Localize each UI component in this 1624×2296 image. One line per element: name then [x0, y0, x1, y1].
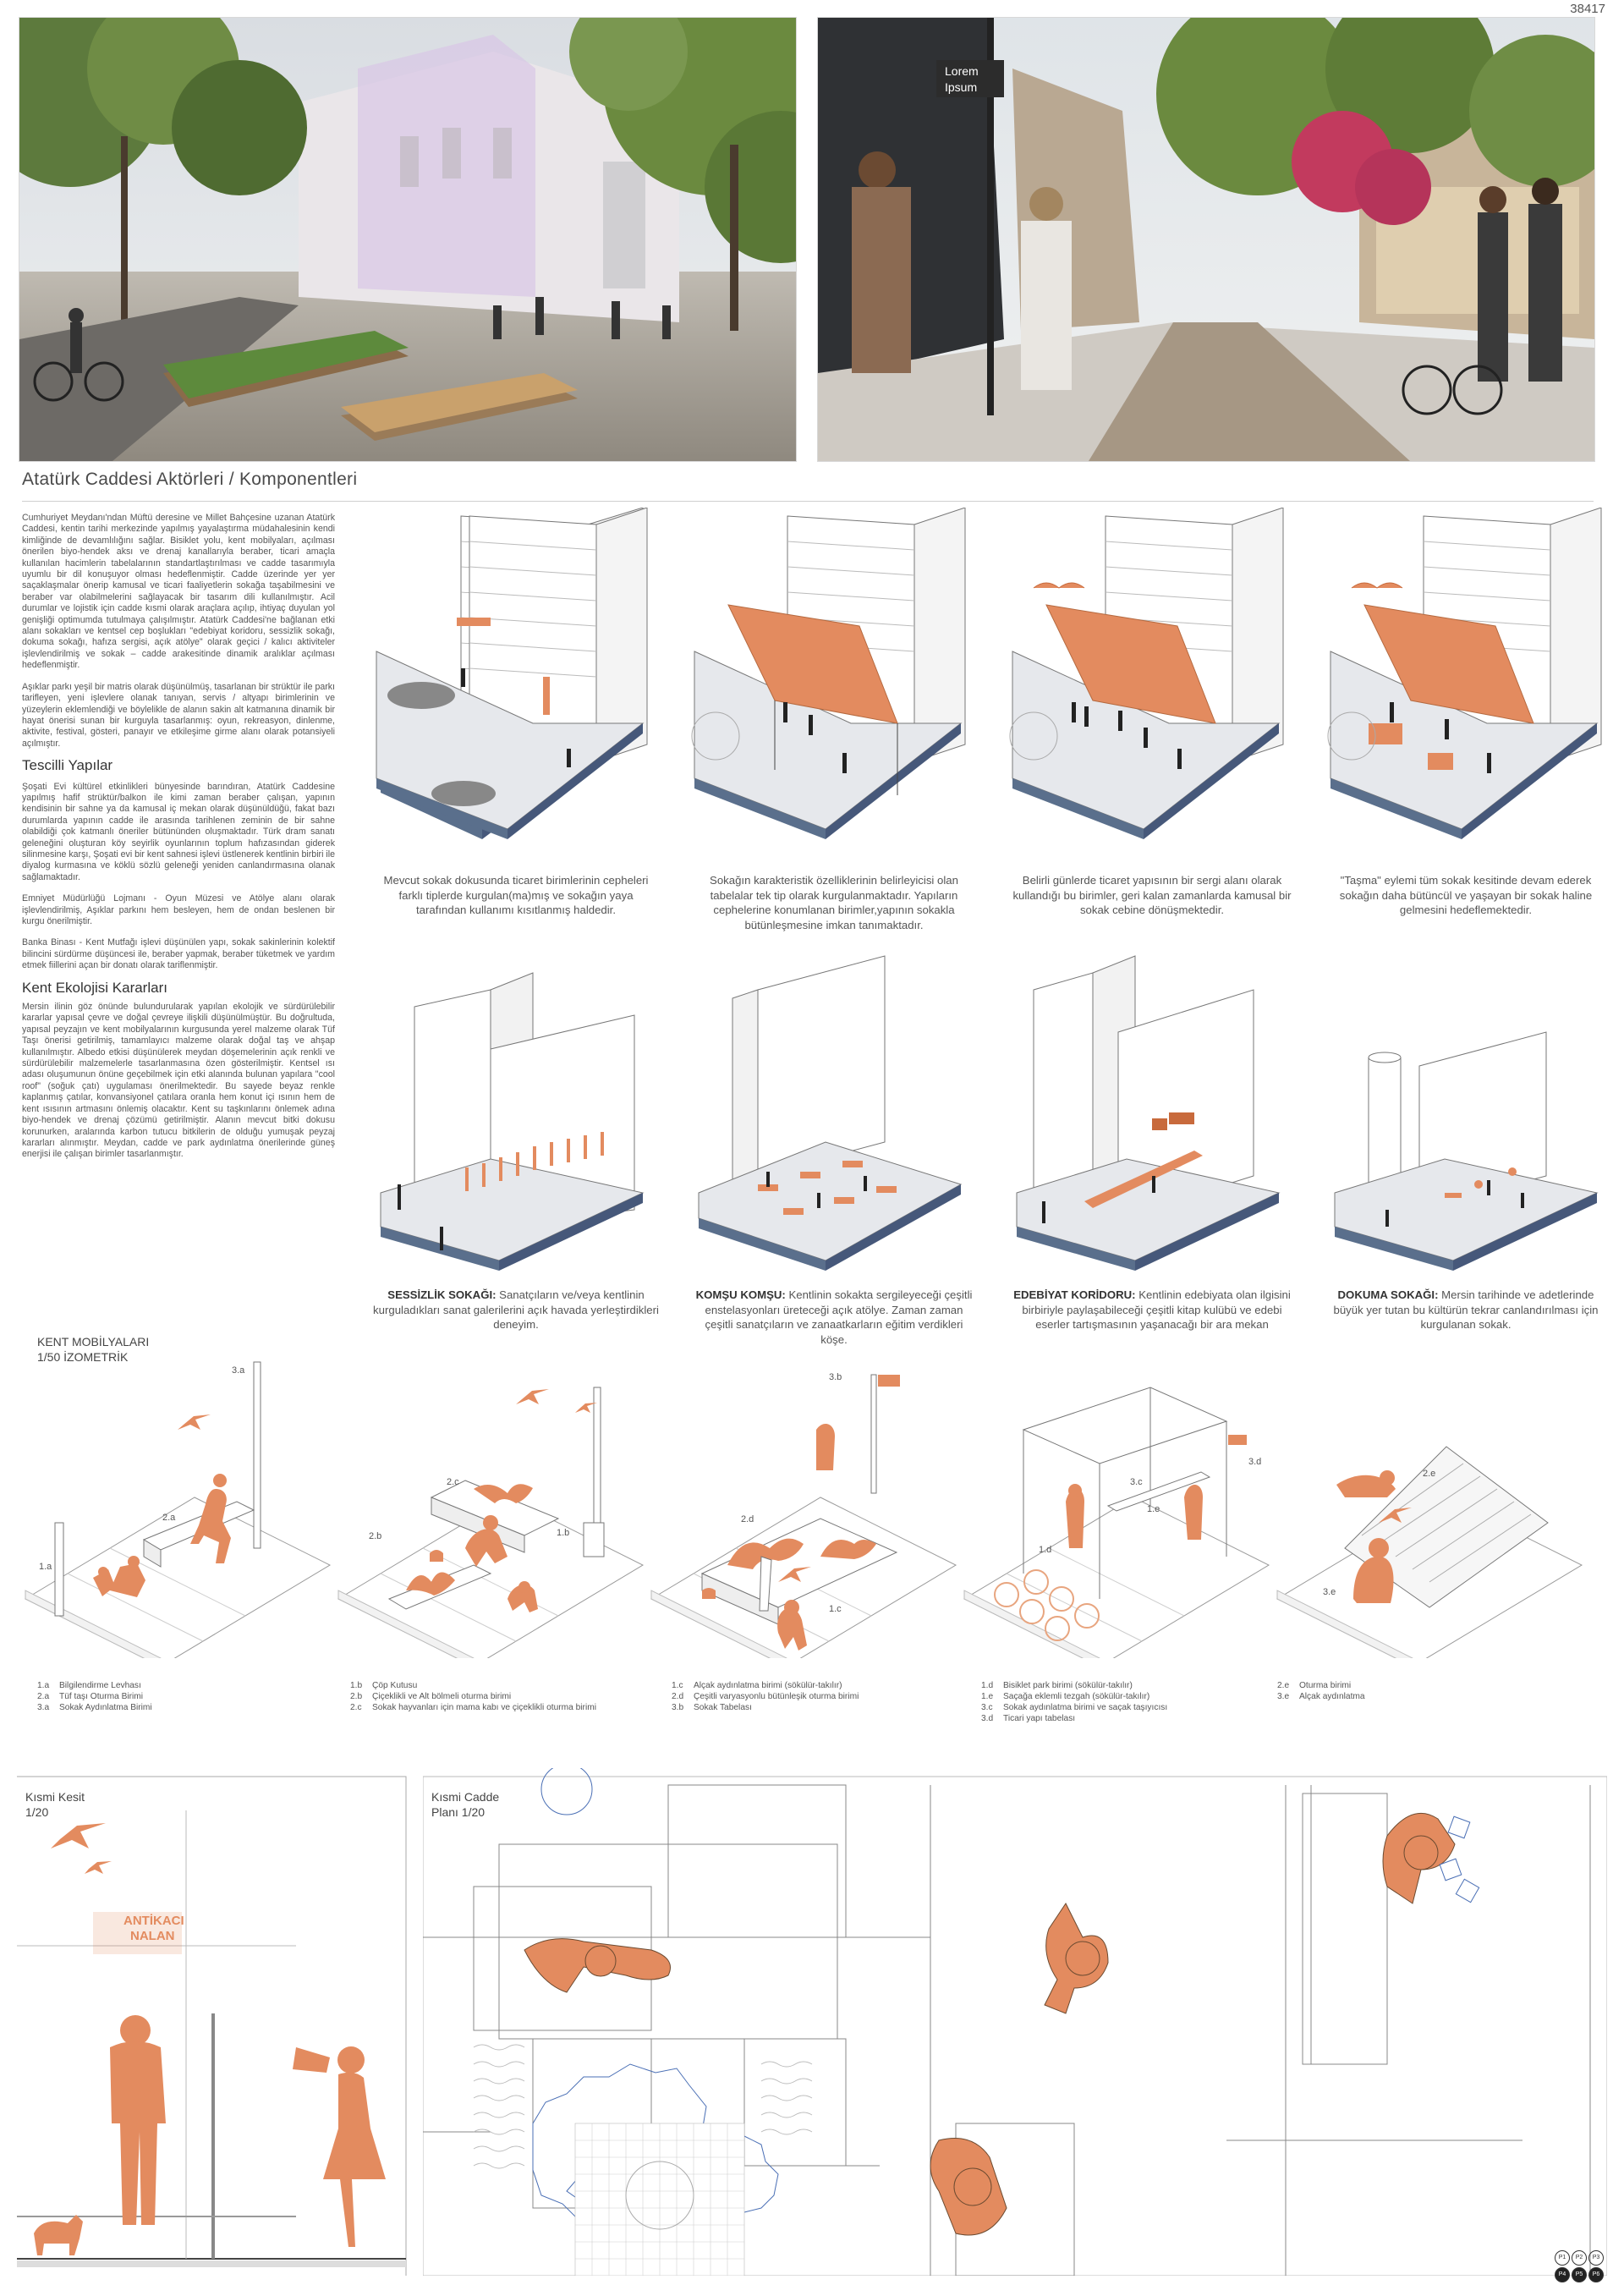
tescilli-paragraph-3: Banka Binası - Kent Mutfağı işlevi düşünülen yapı, sokak sakinlerinin kolektif bilincini sürdürme düşüncesi ile, beraber yapmak, beraber tüketmek ve yardım etmek fiillerini açan bir donatı olarak tariflenmiştir.: [22, 937, 335, 971]
furniture-panel-1: [25, 1362, 330, 1658]
label-2b: 2.b: [369, 1531, 382, 1541]
page-badges: [1555, 2250, 1605, 2282]
ekoloji-paragraph-1: Mersin ilinin göz önünde bulundurularak yapılan ekolojik ve sürdürülebilir kararlar yapısal çevre ve doğal çevreye ilişkili düşünülmüştür. Bu doğrultuda, yapısal peyzajın ve kent mobilyalarının kurgusunda yerel malzeme olarak Tüf Taşı önerisi getirilmiş, tamamlayıcı malzeme olarak doğal taş ve ahşap kullanılmıştır. Albedo etkisi düşünülerek meydan döşemelerinin açık renkli ve sürdürülebilir malzemelerle tasarlanmasına özen gösterilmiştir. Kentsel ısı adası oluşumunun önüne geçebilmek için etki alanında bulunan yapılara "cool roof" (soğuk çatı) uygulaması önerilmektedir. Bu sayede beyaz renkle kaplanmış çatılar, konvansiyonel çatılara oranla hem konut içi ısının hem de kent ısısının artmasını önlemiş olacaktır. Kent su taşkınlarını önlemek adına biyo-hendek ve drenaj çözümü getirilmiştir. Alanın mevcut bitki dokusu korunurken, aralarında karbon tutucu bitkilerin de olduğu yumuşak peyzaj kararları alınmıştır. Meydan, cadde ve park aydınlatma önerilerinde güneş enerjisi ile çalışan birimler tasarlanmıştır.: [22, 1002, 335, 1160]
furniture-panel-3: [651, 1375, 956, 1658]
diagram-edebiyat-koridoru: [1017, 956, 1279, 1271]
street-render-right: [817, 17, 1595, 462]
label-1c: 1.c: [829, 1604, 842, 1614]
plan-title: Kısmi Cadde: [431, 1790, 500, 1804]
row1-diagrams: [364, 508, 1607, 863]
caption-edebiyat: [1008, 1288, 1296, 1332]
row2-diagrams: [364, 939, 1607, 1277]
caption-dokuma-title: DOKUMA SOKAĞI:: [1337, 1288, 1439, 1301]
legend-value: Alçak aydınlatma: [1299, 1692, 1365, 1701]
tescilli-paragraph-1: Şoşati Evi kültürel etkinlikleri bünyesinde barındıran, Atatürk Caddesine yapılmış hafif strüktür/balkon ile kimi zaman beraber çalışan, yapının kendisinin bir sahne ya da kamusal iç mekan olarak düşünüldüğü, fakat bazı durumlarda yapının cadde ile arasında tarihlenen zeminin de bir sahne olabildiği çok katmanlı öneriler bütününden oluşmaktadır. Türk dram sanatı geleneğini oluşturan köy seyirlik oyunlarının toplum hafızasından giderek silinmesine karşı, Şoşati evi bir kent sahnesi işlevi üstlenerek kentlinin birbiri ile diyalog kurmasına ve köklü sözlü geleneği yeniden canlandırmasına olanak sağlamaktadır.: [22, 781, 335, 882]
caption-diagram-3: Belirli günlerde ticaret yapısının bir sergi alanı olarak kullandığı bu birimler, geri kalan zamanlarda kamusal bir sokak cebine dönüşmektedir.: [1012, 874, 1292, 916]
tescilli-heading: Tescilli Yapılar: [22, 757, 113, 774]
shop-sign-line2: NALAN: [130, 1929, 175, 1943]
text-column: [22, 513, 335, 1171]
legend-key: 2.a: [37, 1692, 50, 1701]
legend-value: Sokak aydınlatma birimi ve saçak taşıyıcısı: [1003, 1703, 1168, 1712]
caption-dokuma-text: Mersin tarihinde ve adetlerinde büyük yer tutan bu kültürün tekrar canlandırılması için kurgulanan sokak.: [1333, 1288, 1599, 1331]
diagram-overflow: [1328, 508, 1601, 839]
furniture-title: KENT MOBİLYALARI: [37, 1335, 150, 1348]
shop-sign-antikaci: [123, 1914, 184, 1944]
intro-paragraph-1: Cumhuriyet Meydanı'ndan Müftü deresine ve Millet Bahçesine uzanan Atatürk Caddesi, kentin tarihi merkezinde yapılmış yayalaştırma müdahalesinin kendi kimliğinde de devamlılığını sağlar. Bisiklet yolu, kent mobilyaları, açılması önerilen biyo-hendek aksı ve drenaj kanallarıyla beraber, ticari amaçla kullanılan hacimlerin tabelalarının standartlaştırılması ve cadde tasarımıyla uyumlu bir dil konuşuyor olması hedeflenmiştir. Cadde üzerinde yer yer saçaklaşmalar önerip kamusal ve ticari faaliyetlerin sokağa taşabilmesini ve beraber var olabilmelerini sağlayacak bir tasarım dili kullanılmıştır. Acil durumlar ve lojistik için cadde kısmi olarak araçlara açılıp, ihtiyaç duyulan yol genişliği optimumda tutulmaya çalışılmıştır. Atatürk Caddesi'ne bağlanan etki alanı sokakları ve kentsel cep boşlukları "edebiyat koridoru, sessizlik sokağı, dokuma sokağı, hafıza sergisi, açık atölye" olarak geçici / kalıcı aktiviteler işlevlendirilmiş ve sokak – cadde arakesitinde dinamik aralıklar açılması hedeflenmiştir.: [22, 513, 335, 671]
legend-key: 1.a: [37, 1681, 50, 1690]
legend-value: Sokak Aydınlatma Birimi: [59, 1703, 152, 1712]
legend-key: 1.e: [981, 1692, 994, 1701]
legend-key: 2.e: [1277, 1681, 1290, 1690]
sheet-id: 38417: [1570, 2, 1605, 16]
legend-key: 3.b: [672, 1703, 684, 1712]
legend-value: Saçağa eklemli tezgah (sökülür-takılır): [1003, 1692, 1150, 1701]
page-badge: P3: [1588, 2250, 1604, 2266]
caption-edebiyat-title: EDEBİYAT KORİDORU:: [1013, 1288, 1136, 1301]
intro-paragraph-2: Aşıklar parkı yeşil bir matris olarak düşünülmüş, tasarlanan bir strüktür ile parkı tarifleyen, yeni işlevlere olanak tanıyan, servis / altyapı birimlerinin ve yüzeylerin eklemlendiği ve böylelikle de alanın sakin alt katmanına dinamik bir hayat önerisi sunan bir kurguyla tasarlanmış: oyun, rekreasyon, dinlenme, aktivite, festival, gösteri, panayır ve etkileşime girme alanı olarak potansiyeli açılmıştır.: [22, 681, 335, 749]
label-3b: 3.b: [829, 1372, 842, 1382]
label-1b: 1.b: [557, 1528, 570, 1538]
shop-sign-line1: Lorem: [945, 64, 979, 78]
label-2d: 2.d: [741, 1514, 754, 1524]
diagram-sessizlik-sokagi: [381, 973, 643, 1271]
legend-value: Bisiklet park birimi (sökülür-takılır): [1003, 1681, 1133, 1690]
legend-panel-1: [37, 1680, 316, 1713]
caption-edebiyat-text: Kentlinin edebiyata olan ilgisini birbiriyle paylaşabileceği çeşitli kitap kulübü ve edebi eserler tartışmasının yaşanacağı bir ara mekan: [1022, 1288, 1291, 1331]
label-3c: 3.c: [1130, 1477, 1143, 1487]
page-badge: P4: [1555, 2267, 1570, 2282]
diagram-existing-street: [376, 508, 647, 839]
label-3a: 3.a: [232, 1365, 245, 1376]
legend-key: 1.c: [672, 1681, 683, 1690]
caption-komsu-title: KOMŞU KOMŞU:: [695, 1288, 786, 1301]
furniture-scale: 1/50 İZOMETRİK: [37, 1350, 129, 1364]
label-1a: 1.a: [39, 1562, 52, 1572]
label-2c: 2.c: [447, 1477, 459, 1487]
legend-panel-4: [981, 1680, 1260, 1724]
street-render-left: [19, 17, 797, 462]
label-1d: 1.d: [1039, 1545, 1052, 1555]
legend-panel-5: [1277, 1680, 1531, 1702]
legend-key: 3.a: [37, 1703, 50, 1712]
label-3d: 3.d: [1248, 1457, 1262, 1467]
legend-value: Alçak aydınlatma birimi (sökülür-takılır): [694, 1681, 842, 1690]
partial-street-plan: [423, 1768, 1607, 2276]
diagram-unified-signage: [692, 508, 965, 839]
ekoloji-heading: Kent Ekolojisi Kararları: [22, 979, 167, 996]
legend-value: Tüf taşı Oturma Birimi: [59, 1692, 144, 1701]
section-scale: 1/20: [25, 1805, 49, 1819]
caption-sessizlik: [372, 1288, 660, 1332]
legend-value: Çeşitli varyasyonlu bütünleşik oturma birimi: [694, 1692, 859, 1701]
legend-key: 1.b: [350, 1681, 363, 1690]
shop-sign-line1: ANTİKACI: [123, 1914, 184, 1928]
furniture-isometrics: [17, 1354, 1607, 1658]
page-badge: P6: [1588, 2267, 1604, 2282]
caption-diagram-1: Mevcut sokak dokusunda ticaret birimlerinin cepheleri farklı tiplerde kurgulan(ma)mış ve sokağın yaya tarafından kullanımı kısıtlanmış haldedir.: [383, 874, 649, 916]
diagram-dokuma-sokagi: [1335, 1032, 1597, 1271]
label-1e: 1.e: [1147, 1504, 1160, 1514]
legend-value: Sokak hayvanları için mama kabı ve çiçeklikli oturma birimi: [372, 1703, 596, 1712]
legend-key: 2.b: [350, 1692, 363, 1701]
caption-sessizlik-title: SESSİZLİK SOKAĞI:: [387, 1288, 497, 1301]
furniture-panel-2: [338, 1387, 643, 1658]
legend-value: Sokak Tabelası: [694, 1703, 752, 1712]
legend-value: Çöp Kutusu: [372, 1681, 418, 1690]
plan-scale: Planı 1/20: [431, 1805, 486, 1819]
diagram-exhibition-units: [1010, 508, 1283, 839]
partial-section: [17, 1768, 414, 2276]
label-2e: 2.e: [1423, 1469, 1436, 1479]
tescilli-paragraph-2: Emniyet Müdürlüğü Lojmanı - Oyun Müzesi ve Atölye alanı olarak işlevlendirilmiş, Aşıklar parkını hem besleyen, hem de ondan beslenen bir kurgu önerilmiştir.: [22, 893, 335, 926]
caption-dokuma: [1326, 1288, 1605, 1332]
legend-value: Çiçeklikli ve Alt bölmeli oturma birimi: [372, 1692, 512, 1701]
caption-komsu: [690, 1288, 978, 1347]
furniture-panel-4: [964, 1387, 1269, 1658]
page-badge: P2: [1572, 2250, 1587, 2266]
label-2a: 2.a: [162, 1513, 176, 1523]
legend-key: 1.d: [981, 1681, 994, 1690]
legend-panel-2: [350, 1680, 655, 1713]
shop-sign-line2: Ipsum: [945, 80, 978, 94]
legend-key: 2.c: [350, 1703, 362, 1712]
legend-key: 3.d: [981, 1714, 994, 1723]
legend-key: 3.e: [1277, 1692, 1290, 1701]
caption-diagram-2: Sokağın karakteristik özelliklerinin belirleyicisi olan tabelalar tek tip olarak kurgulanmaktadır. Yapıların cephelerine konumlanan birimler,yapının sokakla bütünleşmesine imkan tanımaktadır.: [710, 874, 958, 931]
legend-key: 3.c: [981, 1703, 993, 1712]
section-title: Atatürk Caddesi Aktörleri / Komponentleri: [22, 470, 358, 489]
legend-value: Ticari yapı tabelası: [1003, 1714, 1076, 1723]
section-title: Kısmi Kesit: [25, 1790, 85, 1804]
legend-value: Bilgilendirme Levhası: [59, 1681, 141, 1690]
title-divider: [22, 501, 1594, 502]
label-3e: 3.e: [1323, 1587, 1336, 1597]
caption-komsu-text: Kentlinin sokakta sergileyeceği çeşitli enstelasyonları üreteceği açık atölye. Zaman zaman çeşitli sanatçıların ve zanaatkarların eğitim verdikleri köşe.: [705, 1288, 973, 1346]
caption-sessizlik-text: Sanatçıların ve/veya kentlinin kurguladıkları sanat galerilerini açık havada yerleştirdikleri deneyim.: [373, 1288, 659, 1331]
caption-diagram-4: "Taşma" eylemi tüm sokak kesitinde devam ederek sokağın daha bütüncül ve yaşayan bir sokak haline gelmesini hedeflemektedir.: [1339, 874, 1593, 916]
page-badge: P1: [1555, 2250, 1570, 2266]
page-badge: P5: [1572, 2267, 1587, 2282]
legend-value: Oturma birimi: [1299, 1681, 1352, 1690]
diagram-komsu-komsu: [699, 956, 961, 1271]
legend-panel-3: [672, 1680, 951, 1713]
legend-key: 2.d: [672, 1692, 684, 1701]
